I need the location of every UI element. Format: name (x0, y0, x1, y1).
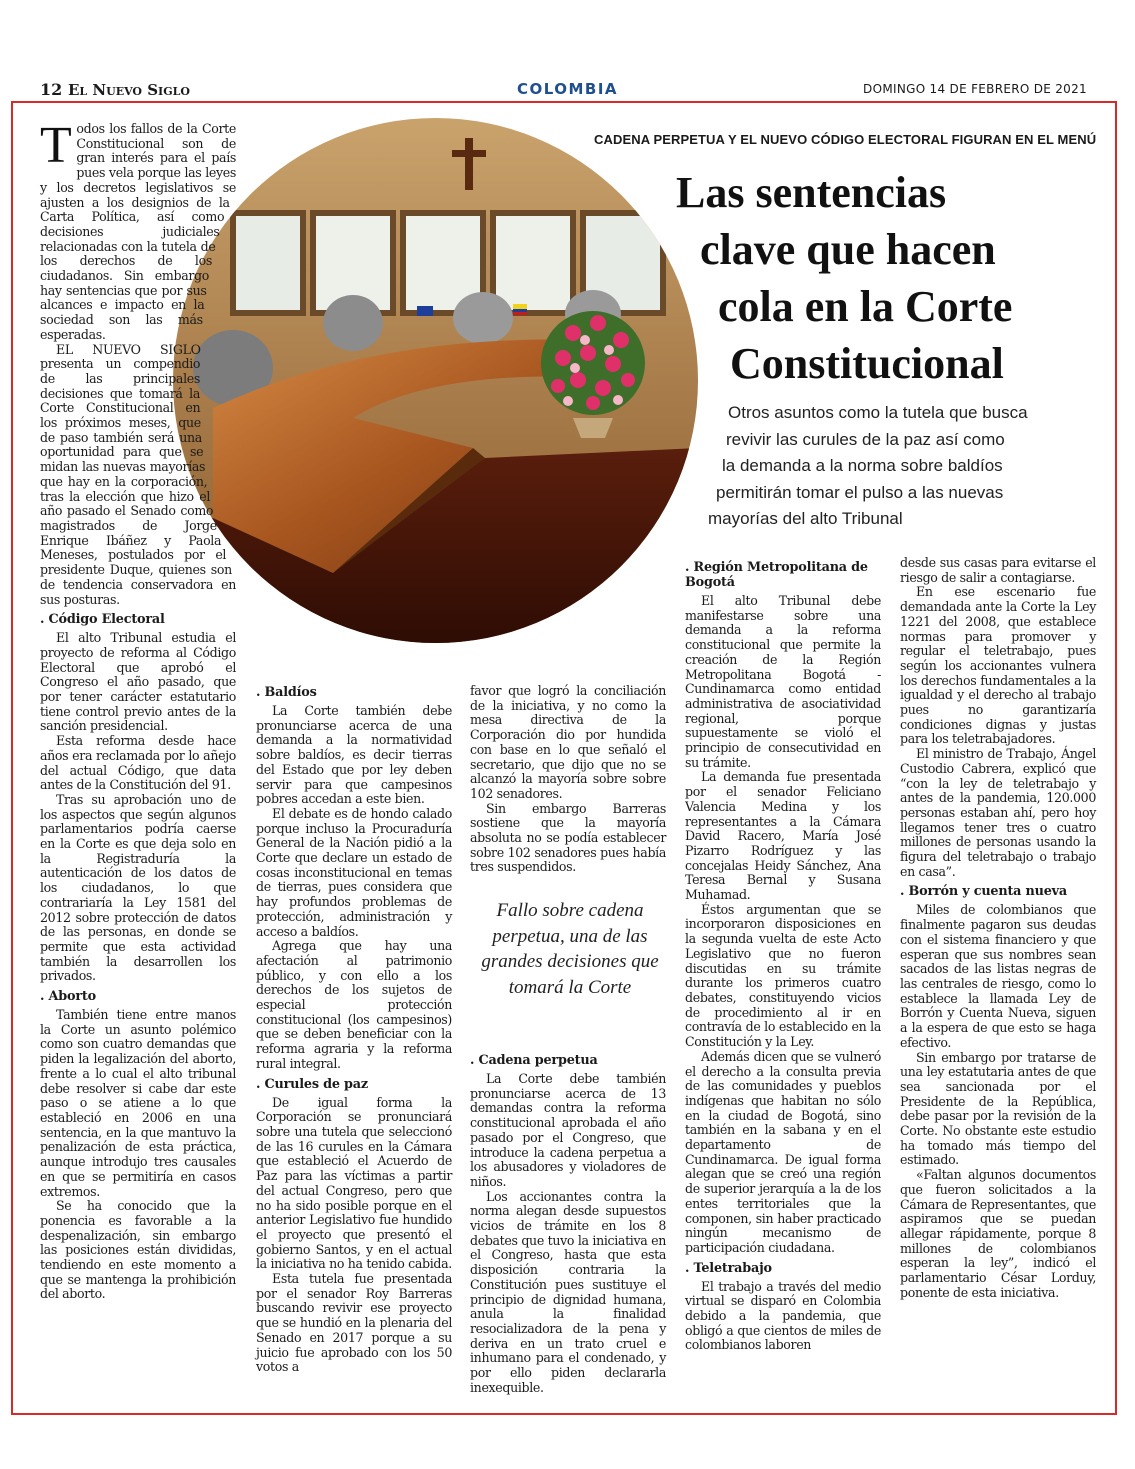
subheading-cadena-perpetua: . Cadena perpetua (470, 1053, 598, 1068)
paragraph: Tras su aprobación uno de los aspectos que según algunos parlamentarios podría caerse en la Corte es que deja solo en la Registraduría la autenticación de los datos de los ciudadanos, lo que contrariaría la Ley 1581 del 2012 sobre protección de datos de las personas, en donde se permite que esta actividad también la desarrollen los privados. (40, 791, 236, 984)
subheading-codigo-electoral: . Código Electoral (40, 612, 165, 628)
masthead: El Nuevo Siglo (68, 81, 190, 99)
headline-line: Las sentencias (676, 168, 947, 217)
headline (676, 164, 1096, 392)
subheading-curules: . Curules de paz (256, 1076, 368, 1092)
paragraph: Los accionantes contra la norma alegan desde supuestos vicios de trámite en los 8 debates que tuvo la iniciativa en el Congreso, hasta que esta disposición contraria la Constitución pues sustituye el principio de dignidad humana, anula la finalidad resocializadora de la pena y deriva en un trato cruel e inhumano para el condenado, y por ello piden declararla inexequible. (470, 1188, 666, 1395)
paragraph: «Faltan algunos documentos que fueron solicitados a la Cámara de Representantes, que aspiramos que se puedan allegar rápidamente, porque 8 millones de colombianos esperan la ley”, indicó el parlamentario César Lorduy, ponente de esta iniciativa. (900, 1167, 1096, 1300)
paragraph: Agrega que hay una afectación al patrimonio público, y con ello a los derechos de los sujetos de especial protección constitucional (los campesinos) que se deben beneficiar con la reforma agraria y la reforma rural integral. (256, 938, 452, 1071)
column-3-lower (470, 1048, 666, 1395)
paragraph: desde sus casas para evitarse el riesgo de salir a contagiarse. (900, 555, 1096, 585)
paragraph: La Corte debe también pronunciarse acerca de 13 demandas contra la reforma constitucional aprobada el año pasado por el Congreso, que introduce la cadena perpetua a los abusadores y violadores de niños. (470, 1071, 666, 1189)
intro-text: odos los fallos de la Corte Constitucional son de gran interés para el país pues vela porque las leyes y los decretos legislativos se ajusten a los designios de la Carta Política, así como decisiones judiciales relacionadas con la tutela de los derechos de los ciudadanos. Sin embargo hay sentencias que por sus alcances e impacto en la sociedad son las más esperadas. (40, 121, 236, 342)
column-2 (256, 680, 452, 1375)
subheading-region-metropolitana: . Región Metropolitana de Bogotá (685, 560, 868, 590)
paragraph: También tiene entre manos la Corte un asunto polémico como son cuatro demandas que piden la legalización del aborto, frente a lo cual el alto tribunal debe resolver si cabe dar este paso o se atiene a lo que estableció en 2006 en una sentencia, en la que mantuvo la penalización de esta práctica, aunque introdujo tres causales en que se permitiría en casos extremos. (40, 1007, 236, 1199)
paragraph: El debate es de hondo calado porque incluso la Procuraduría General de la Nación pidió a la Corte que declare un estado de cosas inconstitucional en temas de tierras, pues considera que hay profundos problemas de protección, administración y acceso a baldíos. (256, 805, 452, 939)
drop-cap: T (40, 117, 72, 174)
headline-line: Constitucional (730, 339, 1004, 388)
paragraph: favor que logró la conciliación de la iniciativa, y no como la mesa directiva de la Corporación dio por hundida con base en lo que señaló el secretario, que dijo que no se alcanzó la mayoría sobre sobre 102 senadores. (470, 683, 666, 801)
subheadline (700, 400, 1080, 533)
headline-line: clave que hacen (700, 225, 996, 274)
paragraph: Éstos argumentan que se incorporaron disposiciones en la segunda vuelta de este Acto Legislativo que no fueron discutidas en su trámite durante los primeros cuatro debates, constituyendo vicios de procedimiento al ir en contravía de lo establecido en la Constitución y la Ley. (685, 901, 881, 1050)
paragraph: En ese escenario fue demandada ante la Corte la Ley 1221 del 2008, que establece normas para promover y regular el teletrabajo, pues según los accionantes vulnera los derechos fundamentales a la igualdad y el derecho al trabajo pues no garantizaría condiciones dignas y justas para los teletrabajadores. (900, 584, 1096, 747)
paragraph: Se ha conocido que la ponencia es favorable a la despenalización, sin embargo las posiciones están divididas, tendiendo en este momento a que se mantenga la prohibición del aborto. (40, 1198, 236, 1302)
subheading-borron-y-cuenta-nueva: . Borrón y cuenta nueva (900, 884, 1068, 900)
column-4 (685, 555, 881, 1353)
subheading-teletrabajo: . Teletrabajo (685, 1260, 772, 1276)
headline-line: cola en la Corte (718, 282, 1013, 331)
subheading-baldios: . Baldíos (256, 685, 317, 700)
subheading-aborto: . Aborto (40, 989, 96, 1005)
paragraph: El alto Tribunal estudia el proyecto de reforma al Código Electoral que aprobó el Congreso el año pasado, que por tener carácter estatutario tiene control previo antes de la sanción presidencial. (40, 630, 236, 734)
section-title: COLOMBIA (516, 80, 619, 98)
column-1 (40, 117, 236, 1302)
subhead-line: la demanda a la norma sobre baldíos (722, 456, 1003, 475)
subhead-line: permitirán tomar el pulso a las nuevas (716, 482, 1004, 502)
paragraph: Esta tutela fue presentada por el senador Roy Barreras buscando revivir ese proyecto que se hundió en la plenaria del Senado en 2017 porque a su juicio fue aprobado con los 50 votos a (256, 1271, 452, 1375)
paragraph: El ministro de Trabajo, Ángel Custodio Cabrera, explicó que “con la ley de teletrabajo y antes de la pandemia, 120.000 personas estaban ahí, pero hoy llegamos tener tres o cuatro millones de personas usando la figura del teletrabajo o trabajo en casa”. (900, 746, 1096, 879)
paragraph: Sin embargo por tratarse de una ley estatutaria antes de que sea sancionada por el Presidente de la República, debe pasar por la revisión de la Corte. No obstante este estudio ha tomado más tiempo del estimado. (900, 1049, 1096, 1168)
paragraph: El trabajo a través del medio virtual se disparó en Colombia debido a la pandemia, que obligó a que cientos de miles de colombianos laboren (685, 1278, 881, 1353)
paragraph: Además dicen que se vulneró el derecho a la consulta previa de las comunidades y pueblos indígenas que habitan no sólo en la ciudad de Bogotá, sino también en la sabana y en el departamento de Cundinamarca. De igual forma alegan que se creó una región de superior jerarquía a la de los entes territoriales que la componen, sin haber practicado ningún mecanismo de participación ciudadana. (685, 1048, 881, 1255)
pull-quote: Fallo sobre cadena perpetua, una de las grandes decisiones que tomará la Corte (481, 900, 659, 998)
subhead-line: Otros asuntos como la tutela que busca (728, 403, 1028, 422)
dateline: DOMINGO 14 DE FEBRERO DE 2021 (863, 82, 1087, 96)
paragraph: Esta reforma desde hace años era reclamada por lo añejo del actual Código, que data antes de la Constitución del 91. (40, 733, 236, 793)
paragraph: De igual forma la Corporación se pronunciará sobre una tutela que seleccionó de las 16 curules en la Cámara que estableció el Acuerdo de Paz para las víctimas a partir del actual Congreso, pero que no ha sido posible porque en el anterior Legislativo fue hundido el proyecto que presentó el gobierno Santos, y en el actual la iniciativa no ha tenido cabida. (256, 1094, 452, 1272)
paragraph: Miles de colombianos que finalmente pagaron sus deudas con el sistema financiero y que esperan que sus nombres sean sacados de las listas negras de las centrales de riesgo, como lo establece la llamada Ley de Borrón y Cuenta Nueva, siguen a la espera de que esto se haga efectivo. (900, 902, 1096, 1050)
paragraph: Sin embargo Barreras sostiene que la mayoría absoluta no se podía establecer sobre 102 senadores pues había tres suspendidos. (470, 800, 666, 875)
paragraph: La demanda fue presentada por el senador Feliciano Valencia Medina y los representantes a la Cámara David Racero, María José Pizarro Rodríguez y las concejalas Heidy Sánchez, Ana Teresa Bernal y Susana Muhamad. (685, 769, 881, 903)
page-number: 12 (40, 80, 63, 99)
subhead-line: mayorías del alto Tribunal (708, 509, 903, 528)
column-5 (900, 556, 1096, 1300)
paragraph: El alto Tribunal debe manifestarse sobre una demanda a la reforma constitucional que permite la creación de la Región Metropolitana Bogotá - Cundinamarca como entidad administrativa de asociatividad regional, porque supuestamente se violó el principio de consecutividad en su trámite. (685, 593, 881, 770)
subhead-line: revivir las curules de la paz así como (726, 429, 1005, 449)
paragraph: La Corte también debe pronunciarse acerca de una demanda a la normatividad sobre baldíos, es decir tierras del Estado que por ley deben servir para que campesinos pobres accedan a este bien. (256, 703, 452, 807)
court-room-photo (173, 118, 698, 643)
intro-paragraph-2: EL NUEVO SIGLO presenta un compendio de las principales decisiones que tomará la Corte Constitucional en los próximos meses, que de paso también será una oportunidad para que se midan las nuevas mayorías que hay en la corporación, tras la elección que hizo el año pasado el Senado como magistrados de Jorge Enrique Ibáñez y Paola Meneses, postulados por el presidente Duque, quienes son de tendencia conservadora en sus posturas. (40, 341, 236, 607)
column-3 (470, 684, 666, 875)
kicker: CADENA PERPETUA Y EL NUEVO CÓDIGO ELECTORAL FIGURAN EN EL MENÚ (594, 132, 1097, 147)
